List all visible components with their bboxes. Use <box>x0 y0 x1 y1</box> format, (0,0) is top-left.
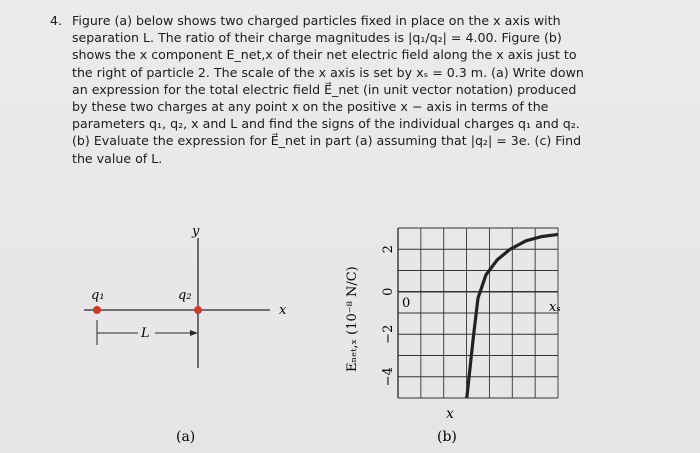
separation-label: L <box>141 326 150 341</box>
chart-tick-labels <box>381 245 396 386</box>
figure-a-caption: (a) <box>176 429 196 445</box>
chart-x-label: x <box>446 406 454 422</box>
problem-line: shows the x component E_net,x of their net electric field along the x axis just to <box>72 47 577 63</box>
problem-line: Figure (a) below shows two charged particles fixed in place on the x axis with <box>72 13 561 28</box>
problem-number: 4. <box>50 13 63 28</box>
problem-line: by these two charges at any point x on the positive x − axis in terms of the <box>72 99 549 114</box>
chart-y-axis-label: Eₙₑₜ,ₓ (10⁻⁸ N/C) <box>345 266 360 372</box>
problem-line: the right of particle 2. The scale of the x axis is set by xₛ = 0.3 m. (a) Write down <box>72 64 584 80</box>
problem-line: an expression for the total electric field E⃗_net (in unit vector notation) produced <box>72 81 577 97</box>
q1-label: q₁ <box>91 288 105 303</box>
q2-label: q₂ <box>178 288 192 303</box>
problem-line: parameters q₁, q₂, x and L and find the signs of the individual charges q₁ and q₂. <box>72 116 580 132</box>
problem-line: the value of L. <box>72 150 163 166</box>
chart-y-tick-label: −2 <box>381 324 396 344</box>
figure-b-caption: (b) <box>437 429 457 445</box>
figure-a-y-label: y <box>192 224 200 239</box>
chart-y-tick-label: −4 <box>381 367 396 387</box>
chart-origin-label: 0 <box>402 296 411 311</box>
figure-a-x-label: x <box>279 303 287 318</box>
chart-grid <box>398 228 558 398</box>
chart-xs-label: xₛ <box>549 300 561 315</box>
problem-line: separation L. The ratio of their charge magnitudes is |q₁/q₂| = 4.00. Figure (b) <box>72 30 562 46</box>
chart-y-tick-label: 0 <box>381 287 396 296</box>
chart-y-tick-label: 2 <box>381 245 396 254</box>
problem-line: (b) Evaluate the expression for E⃗_net in part (a) assuming that |q₂| = 3e. (c) Find <box>72 133 582 149</box>
